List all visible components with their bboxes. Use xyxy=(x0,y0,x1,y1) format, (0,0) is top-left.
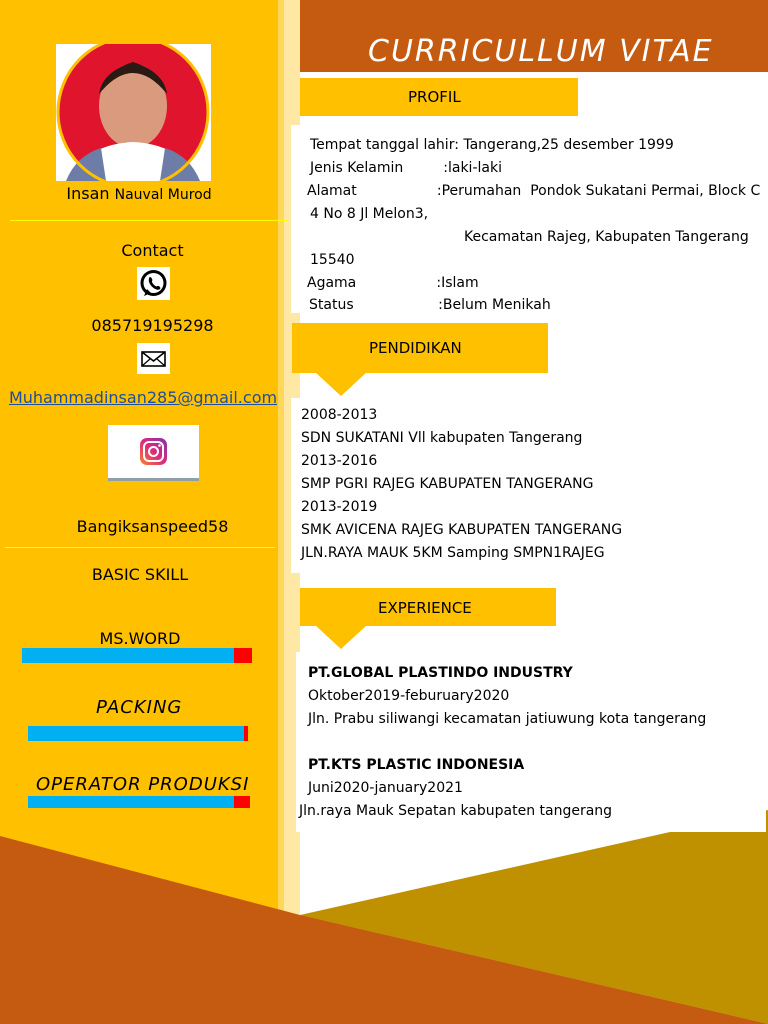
skill-bar-operator xyxy=(28,796,250,808)
job-period: Juni2020-january2021 xyxy=(308,780,463,796)
profil-line: Kecamatan Rajeg, Kabupaten Tangerang xyxy=(464,229,749,245)
pendidikan-pointer xyxy=(315,372,375,400)
experience-pointer xyxy=(315,625,375,653)
pendidikan-line: SMK AVICENA RAJEG KABUPATEN TANGERANG xyxy=(301,522,623,538)
pendidikan-header xyxy=(292,323,548,373)
instagram-icon xyxy=(108,425,199,481)
avatar xyxy=(56,44,211,181)
divider xyxy=(10,220,288,221)
pendidikan-line: JLN.RAYA MAUK 5KM Samping SMPN1RAJEG xyxy=(301,545,605,561)
profil-line: Agama :Islam xyxy=(307,275,479,291)
pendidikan-line: 2008-2013 xyxy=(301,407,378,423)
experience-heading: EXPERIENCE xyxy=(378,599,472,617)
skill-bar-msword xyxy=(22,648,252,663)
skill-label-msword: MS.WORD xyxy=(99,629,181,648)
skill-label-packing: PACKING xyxy=(96,697,183,718)
profil-line: Status :Belum Menikah xyxy=(309,297,551,313)
phone-number: 085719195298 xyxy=(91,316,214,335)
divider xyxy=(5,547,275,548)
profil-line: Jenis Kelamin :laki-laki xyxy=(310,160,502,176)
envelope-icon xyxy=(137,343,170,374)
job-company: PT.GLOBAL PLASTINDO INDUSTRY xyxy=(308,665,573,681)
experience-content xyxy=(296,652,766,832)
profil-line: 15540 xyxy=(310,252,355,268)
email-link[interactable]: Muhammadinsan285@gmail.com xyxy=(8,388,278,407)
profil-line: 4 No 8 Jl Melon3, xyxy=(310,206,429,222)
experience-header xyxy=(300,588,556,626)
whatsapp-icon xyxy=(137,267,170,300)
profil-content xyxy=(291,125,761,313)
pendidikan-heading: PENDIDIKAN xyxy=(369,339,462,357)
pendidikan-line: 2013-2019 xyxy=(301,499,378,515)
profil-heading: PROFIL xyxy=(408,88,461,106)
person-first-name: Insan xyxy=(66,184,110,203)
profil-line: Alamat :Perumahan Pondok Sukatani Permai, Block C xyxy=(307,183,761,199)
person-last-name: Nauval Murod xyxy=(114,187,212,203)
pendidikan-line: SDN SUKATANI Vll kabupaten Tangerang xyxy=(301,430,583,446)
skill-label-operator: OPERATOR PRODUKSI xyxy=(36,774,250,795)
job-address: Jln.raya Mauk Sepatan kabupaten tangerang xyxy=(299,803,613,819)
contact-heading: Contact xyxy=(121,241,184,260)
pendidikan-line: SMP PGRI RAJEG KABUPATEN TANGERANG xyxy=(301,476,594,492)
pendidikan-line: 2013-2016 xyxy=(301,453,378,469)
instagram-handle: Bangiksanspeed58 xyxy=(76,517,229,536)
job-company: PT.KTS PLASTIC INDONESIA xyxy=(308,757,525,773)
profil-line: Tempat tanggal lahir: Tangerang,25 desember 1999 xyxy=(310,137,674,153)
job-period: Oktober2019-feburuary2020 xyxy=(308,688,510,704)
profile-photo xyxy=(56,44,211,181)
job-address: Jln. Prabu siliwangi kecamatan jatiuwung kota tangerang xyxy=(308,711,707,727)
page-title: CURRICULLUM VITAE xyxy=(368,34,714,69)
skill-bar-packing xyxy=(28,726,248,741)
person-name xyxy=(0,184,278,203)
skills-heading: BASIC SKILL xyxy=(91,565,189,584)
pendidikan-content xyxy=(291,398,631,573)
profil-header xyxy=(300,78,578,116)
